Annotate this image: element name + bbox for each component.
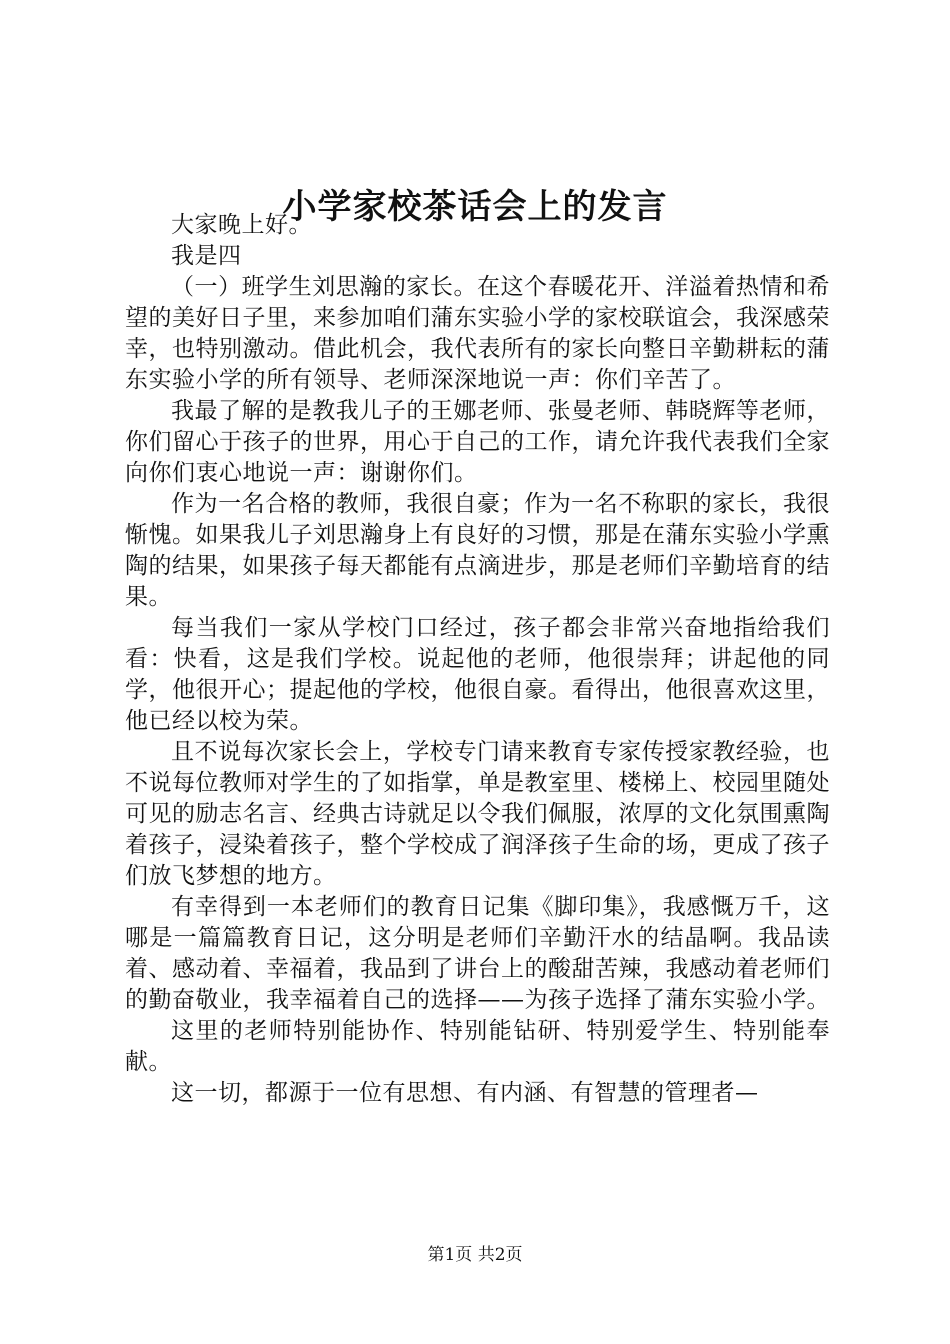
- document-body: [125, 210, 830, 1109]
- page-footer: 第1页 共2页: [427, 1245, 523, 1265]
- paragraph: 这里的老师特别能协作、特别能钻研、特别爱学生、特别能奉献。: [125, 1018, 830, 1075]
- paragraph: 我最了解的是教我儿子的王娜老师、张曼老师、韩晓辉等老师，你们留心于孩子的世界，用心于自己的工作，请允许我代表我们全家向你们衷心地说一声：谢谢你们。: [125, 398, 830, 486]
- paragraph: 每当我们一家从学校门口经过，孩子都会非常兴奋地指给我们看：快看，这是我们学校。说起他的老师，他很崇拜；讲起他的同学，他很开心；提起他的学校，他很自豪。看得出，他很喜欢这里，他已经以校为荣。: [125, 615, 830, 734]
- page-title: 小学家校茶话会上的发言: [282, 187, 668, 227]
- paragraph: 有幸得到一本老师们的教育日记集《脚印集》，我感慨万千，这哪是一篇篇教育日记，这分明是老师们辛勤汗水的结晶啊。我品读着、感动着、幸福着，我品到了讲台上的酸甜苦辣，我感动着老师们的勤奋敬业，我幸福着自己的选择——为孩子选择了蒲东实验小学。: [125, 894, 830, 1013]
- paragraph: 大家晚上好。: [171, 212, 312, 238]
- paragraph: 且不说每次家长会上，学校专门请来教育专家传授家教经验，也不说每位教师对学生的了如指掌，单是教室里、楼梯上、校园里随处可见的励志名言、经典古诗就足以令我们佩服，浓厚的文化氛围熏陶着孩子，浸染着孩子，整个学校成了润泽孩子生命的场，更成了孩子们放飞梦想的地方。: [125, 739, 830, 889]
- paragraph: （一）班学生刘思瀚的家长。在这个春暖花开、洋溢着热情和希望的美好日子里，来参加咱们蒲东实验小学的家校联谊会，我深感荣幸，也特别激动。借此机会，我代表所有的家长向整日辛勤耕耘的蒲东实验小学的所有领导、老师深深地说一声：你们辛苦了。: [125, 274, 830, 393]
- paragraph: 作为一名合格的教师，我很自豪；作为一名不称职的家长，我很惭愧。如果我儿子刘思瀚身上有良好的习惯，那是在蒲东实验小学熏陶的结果，如果孩子每天都能有点滴进步，那是老师们辛勤培育的结果。: [125, 491, 830, 610]
- paragraph: 我是四: [171, 243, 242, 269]
- paragraph: 这一切，都源于一位有思想、有内涵、有智慧的管理者—: [171, 1080, 759, 1106]
